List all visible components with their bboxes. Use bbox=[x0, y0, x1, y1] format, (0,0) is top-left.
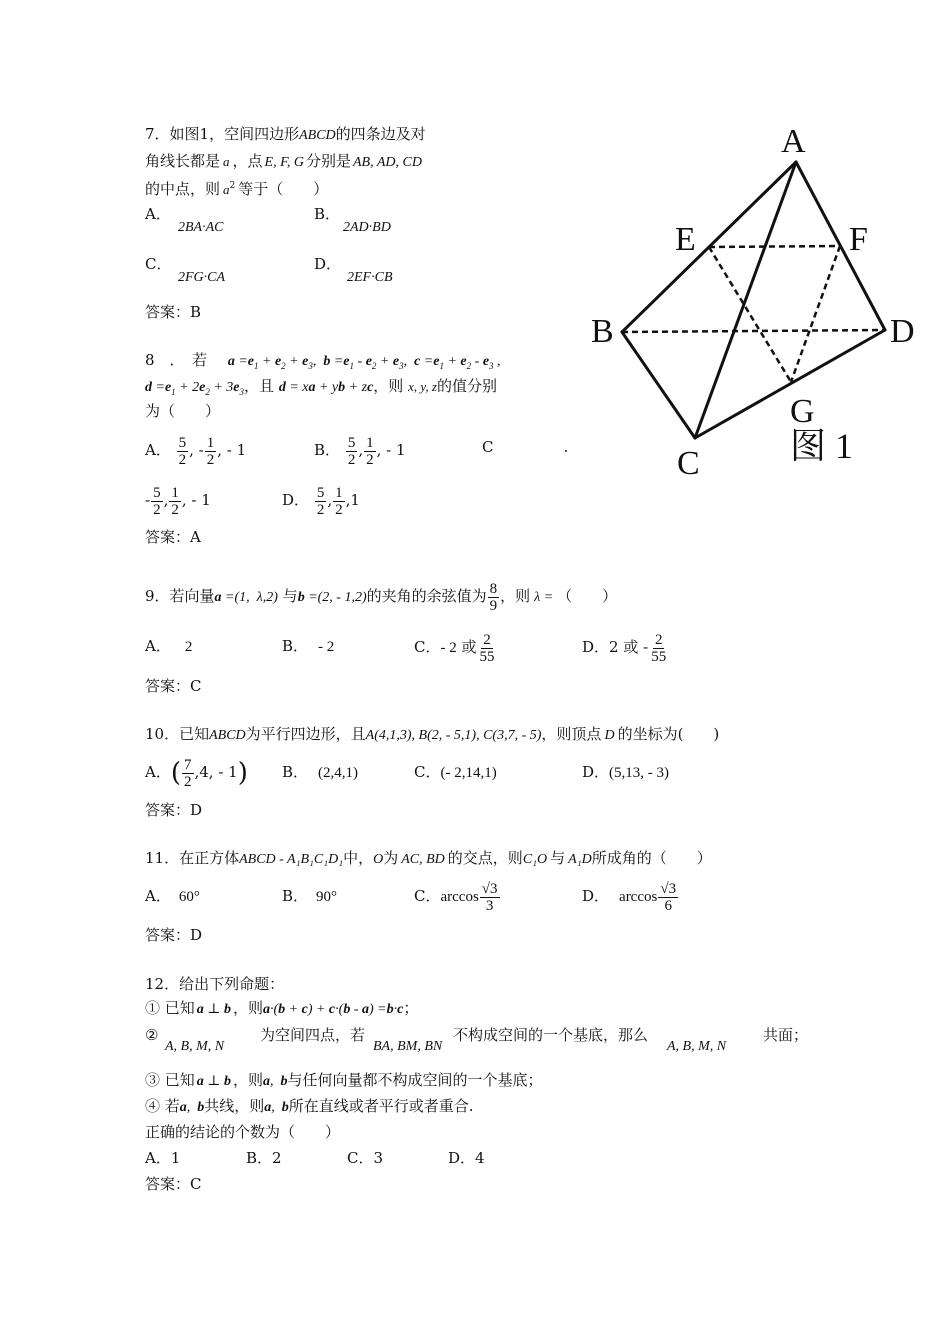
q7-option-a[interactable]: A． bbox=[145, 205, 171, 223]
edge-ac bbox=[695, 162, 796, 438]
edge-bd bbox=[622, 330, 885, 332]
q10-line1: 10．已知ABCD为平行四边形，且A(4,1,3), B(2, - 5,1), C(3,7, - 5)，则顶点 D 的坐标为( ) bbox=[145, 725, 720, 743]
q7-line3: 的中点，则 $a^2$ 等于（ ） bbox=[145, 180, 329, 198]
q12-prop2-text: 为空间四点，若 bbox=[260, 1026, 366, 1044]
q11-option-c[interactable]: C．arccos $\frac{√3}{3}$ bbox=[414, 880, 498, 914]
q10-option-c[interactable]: C．(- 2,14,1) bbox=[414, 763, 497, 781]
q8-xyz: x, y, z bbox=[408, 379, 437, 394]
q7-option-d[interactable]: D． bbox=[314, 255, 342, 273]
figure-caption: 图 1 bbox=[790, 426, 854, 466]
q8-line2: $d =e_1 + 2e_2 + 3e_3$，且 d = xa + yb + zc，则 x, y, z的值分别 bbox=[145, 377, 497, 397]
q12-prop2-text3: 共面； bbox=[763, 1026, 809, 1044]
edge-bc bbox=[622, 332, 695, 438]
q8-line3: 为（ ） bbox=[145, 402, 221, 420]
segment-eg bbox=[709, 247, 791, 382]
q7-var-a: a bbox=[223, 154, 230, 169]
q8-option-c-value: - $\frac{5}{2}$ , $\frac{1}{2}$ , - 1 bbox=[145, 484, 211, 518]
q9-option-a[interactable]: A． 2 bbox=[145, 637, 193, 655]
q11-option-d[interactable]: D． arccos $\frac{√3}{6}$ bbox=[582, 880, 677, 914]
q12-prop2-text2: 不构成空间的一个基底，那么 bbox=[453, 1026, 649, 1044]
q7-option-c-value: 2FG·CA bbox=[178, 270, 226, 285]
tetrahedron-figure bbox=[585, 120, 925, 490]
q7-answer: 答案：B bbox=[145, 303, 202, 321]
label-d: D bbox=[890, 313, 915, 350]
q9-option-d[interactable]: D．2 或 - $\frac{2}{55}$ bbox=[582, 631, 667, 665]
q7-option-b[interactable]: B． bbox=[314, 205, 341, 223]
q9-answer: 答案：C bbox=[145, 677, 202, 695]
q12-prop2-points: A, B, M, N bbox=[165, 1039, 225, 1054]
q12-prop4: ④ 若a, b共线，则a, b所在直线或者平行或者重合. bbox=[145, 1097, 474, 1115]
q7-option-a-value: 2BA·AC bbox=[178, 220, 224, 235]
q12-answer: 答案：C bbox=[145, 1175, 202, 1193]
q7-text: 分别是 bbox=[305, 152, 351, 170]
q12-prop2-points2: A, B, M, N bbox=[667, 1039, 727, 1054]
q9-line1: 9．若向量a =(1, λ,2) 与b =(2, - 1,2)的夹角的余弦值为 $\frac{8}{9}$ ，则 λ = （ ） bbox=[145, 580, 618, 614]
q10-option-d[interactable]: D．(5,13, - 3) bbox=[582, 763, 670, 781]
q12-prop3: ③ 已知 a ⊥ b ，则a, b与任何向量都不构成空间的一个基底； bbox=[145, 1071, 543, 1089]
q8-line1: 8 ． 若 $a =e_1 + e_2 + e_3$, $b =e_1 - e_2 + e_3$, $c =e_1 + e_2 - e_3$ , bbox=[145, 351, 501, 371]
label-c: C bbox=[677, 445, 700, 482]
q7-text: 的中点，则 bbox=[145, 180, 221, 198]
q7-text: ，点 bbox=[232, 152, 263, 170]
q11-option-a[interactable]: A． 60° bbox=[145, 887, 200, 905]
q11-option-b[interactable]: B． 90° bbox=[282, 887, 338, 905]
q12-prop2-vectors: BA, BM, BN bbox=[373, 1039, 443, 1054]
q10-option-b[interactable]: B． (2,4,1) bbox=[282, 763, 359, 781]
q7-line2 bbox=[145, 151, 422, 173]
q7-segments: AB, AD, CD bbox=[352, 155, 422, 170]
q8-option-a[interactable]: A． $\frac{5}{2}$ , - $\frac{1}{2}$ , - 1 bbox=[145, 434, 247, 468]
q8-vector-d: $d =e_1 + 2e_2 + 3e_3$ bbox=[145, 380, 245, 397]
q10-option-a[interactable]: A．( $\frac{7}{2}$ ,4, - 1) bbox=[145, 756, 248, 790]
q12-option-b[interactable]: B．2 bbox=[246, 1149, 282, 1167]
q12-option-d[interactable]: D．4 bbox=[448, 1149, 485, 1167]
label-g: G bbox=[790, 393, 815, 430]
q7-text: 7．如图1，空间四边形 bbox=[145, 125, 300, 143]
q8-vectors: $a =e_1 + e_2 + e_3$, $b =e_1 - e_2 + e_3$, $c =e_1 + e_2 - e_3$ , bbox=[227, 354, 501, 371]
q8-option-b[interactable]: B． $\frac{5}{2}$ , $\frac{1}{2}$ , - 1 bbox=[314, 434, 406, 468]
q12-option-c[interactable]: C．3 bbox=[347, 1149, 384, 1167]
q7-option-d-value: 2EF·CB bbox=[347, 270, 393, 285]
q12-title: 12．给出下列命题： bbox=[145, 975, 285, 993]
q7-option-c[interactable]: C． bbox=[145, 255, 172, 273]
q7-line1 bbox=[145, 124, 426, 146]
q9-option-b[interactable]: B． - 2 bbox=[282, 637, 335, 655]
label-b: B bbox=[591, 313, 614, 350]
label-a: A bbox=[781, 123, 806, 160]
segment-ef bbox=[709, 246, 840, 247]
q12-count: 正确的结论的个数为（ ） bbox=[145, 1123, 341, 1141]
q7-text: 的四条边及对 bbox=[335, 125, 426, 143]
label-e: E bbox=[675, 221, 696, 258]
q7-text: 角线长都是 bbox=[145, 152, 221, 170]
q7-text: 等于（ ） bbox=[238, 180, 329, 198]
q8-answer: 答案：A bbox=[145, 528, 201, 546]
q7-a-squared: a bbox=[223, 182, 230, 197]
segment-fg bbox=[791, 246, 840, 382]
q7-option-b-value: 2AD·BD bbox=[343, 220, 391, 235]
q8-option-d[interactable]: D． $\frac{5}{2}$ , $\frac{1}{2}$ ,1 bbox=[282, 484, 360, 518]
q10-answer: 答案：D bbox=[145, 801, 203, 819]
q8-option-c[interactable]: C . bbox=[482, 438, 569, 456]
q11-line1: 11．在正方体ABCD - A₁B₁C₁D₁中，O为 AC, BD 的交点，则C₁O 与 A₁D所成角的（ ） bbox=[145, 849, 712, 867]
q9-option-c[interactable]: C．- 2 或 $\frac{2}{55}$ bbox=[414, 631, 495, 665]
q12-option-a[interactable]: A．1 bbox=[145, 1149, 181, 1167]
q11-answer: 答案：D bbox=[145, 926, 203, 944]
q7-points-efg: E, F, G bbox=[264, 155, 304, 170]
q7-abcd: ABCD bbox=[299, 128, 336, 143]
q12-prop1: ① 已知 a ⊥ b ，则a·(b + c) + c·(b - a) =b·c； bbox=[145, 999, 419, 1017]
label-f: F bbox=[849, 221, 868, 258]
q12-prop2: ② bbox=[145, 1026, 159, 1044]
